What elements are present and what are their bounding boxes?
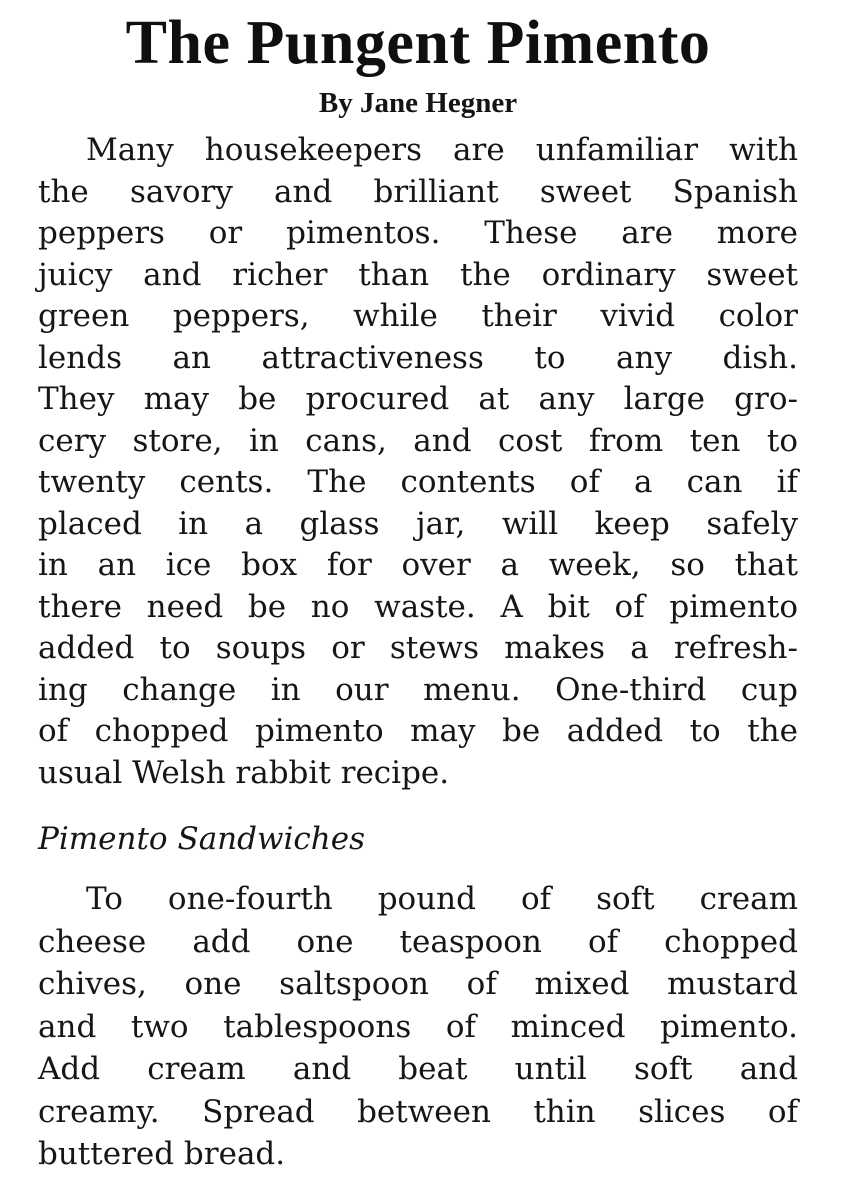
recipe-line: chives, one saltspoon of mixed mustard <box>38 966 798 1002</box>
paragraph-line: of chopped pimento may be added to the <box>38 713 798 749</box>
recipe-line: Add cream and beat until soft and <box>38 1051 798 1087</box>
paragraph-line: twenty cents. The contents of a can if <box>38 464 798 500</box>
article-title: The Pungent Pimento <box>125 9 711 77</box>
paragraph-line: cery store, in cans, and cost from ten to <box>38 422 798 459</box>
paragraph-line: peppers or pimentos. These are more <box>38 215 798 251</box>
paragraph-line: lends an attractiveness to any dish. <box>38 339 798 376</box>
paragraph-line: ing change in our menu. One-third cup <box>38 671 798 708</box>
paragraph-line: placed in a glass jar, will keep safely <box>38 505 798 542</box>
recipe-line: buttered bread. <box>38 1136 286 1172</box>
recipe-line: creamy. Spread between thin slices of <box>38 1093 798 1130</box>
paragraph-line: there need be no waste. A bit of pimento <box>38 588 798 625</box>
recipe-line: and two tablespoons of minced pimento. <box>38 1008 798 1045</box>
paragraph-line: green peppers, while their vivid color <box>38 298 798 334</box>
paragraph-line: added to soups or stews makes a refresh- <box>38 630 798 666</box>
paragraph-line: usual Welsh rabbit recipe. <box>38 754 450 791</box>
article-byline: By Jane Hegner <box>318 87 518 119</box>
paragraph-line: in an ice box for over a week, so that <box>38 547 798 583</box>
recipe-heading: Pimento Sandwiches <box>38 821 366 857</box>
paragraph-line: juicy and richer than the ordinary sweet <box>38 256 798 293</box>
paragraph-line: They may be procured at any large gro- <box>38 381 798 417</box>
intro-paragraph <box>38 130 798 794</box>
paragraph-line: the savory and brilliant sweet Spanish <box>38 173 798 210</box>
recipe-line: To one-fourth pound of soft cream <box>86 881 798 917</box>
recipe-paragraph <box>38 878 798 1176</box>
recipe-line: cheese add one teaspoon of chopped <box>38 923 798 960</box>
paragraph-line: Many housekeepers are unfamiliar with <box>86 132 798 168</box>
